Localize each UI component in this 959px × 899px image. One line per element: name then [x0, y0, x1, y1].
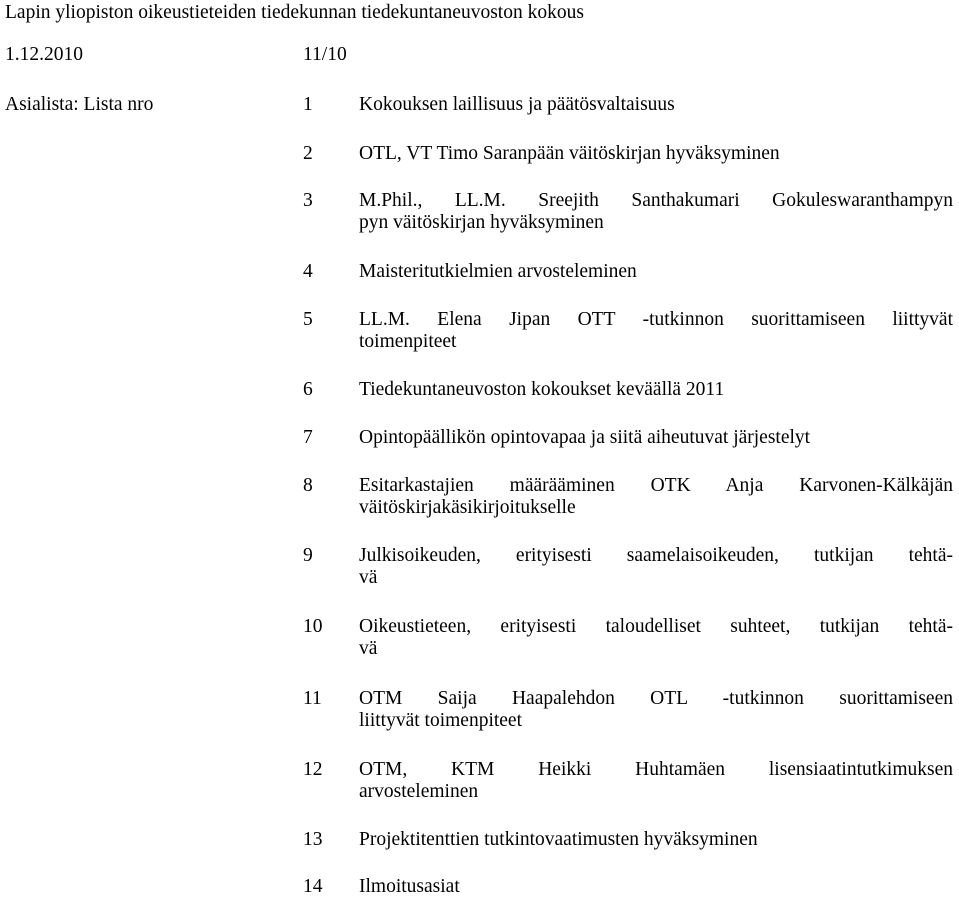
item-number: 9 [303, 545, 313, 566]
item-text [359, 261, 953, 283]
item-text [359, 143, 953, 165]
item-line: Tiedekuntaneuvoston kokoukset keväällä 2011 [359, 379, 725, 400]
item-line: Kokouksen laillisuus ja päätösvaltaisuus [359, 94, 675, 115]
item-line: Oikeustieteen, erityisesti taloudelliset suhteet, tutkijan tehtä- [359, 616, 953, 637]
item-line: Esitarkastajien määrääminen OTK Anja Karvonen-Kälkäjän [359, 475, 953, 496]
item-line: arvosteleminen [359, 781, 479, 802]
item-line: toimenpiteet [359, 331, 457, 352]
item-line: OTL, VT Timo Saranpään väitöskirjan hyväksyminen [359, 143, 780, 164]
item-line: Opintopäällikön opintovapaa ja siitä aiheutuvat järjestelyt [359, 427, 811, 448]
item-text [359, 94, 953, 116]
item-line: OTM, KTM Heikki Huhtamäen lisensiaatintutkimuksen [359, 759, 953, 780]
item-text [359, 427, 953, 449]
item-text [359, 688, 953, 732]
item-number: 4 [303, 261, 313, 282]
item-text [359, 545, 953, 589]
item-number: 2 [303, 143, 313, 164]
document-title: Lapin yliopiston oikeustieteiden tiedekunnan tiedekuntaneuvoston kokous [5, 2, 584, 23]
item-text [359, 876, 953, 898]
item-line: Projektitenttien tutkintovaatimusten hyväksyminen [359, 829, 758, 850]
item-line: Julkisoikeuden, erityisesti saamelaisoikeuden, tutkijan tehtä- [359, 545, 953, 566]
item-line: Maisteritutkielmien arvosteleminen [359, 261, 637, 282]
item-line: Ilmoitusasiat [359, 876, 460, 897]
item-text [359, 829, 953, 851]
item-number: 6 [303, 379, 313, 400]
item-number: 14 [303, 876, 323, 897]
item-line: LL.M. Elena Jipan OTT -tutkinnon suorittamiseen liittyvät [359, 309, 953, 330]
item-text [359, 309, 953, 353]
item-text [359, 190, 953, 234]
item-number: 10 [303, 616, 323, 637]
item-text [359, 379, 953, 401]
item-number: 3 [303, 190, 313, 211]
item-number: 13 [303, 829, 323, 850]
item-number: 8 [303, 475, 313, 496]
item-line: vä [359, 638, 378, 659]
meeting-date: 1.12.2010 [5, 44, 83, 65]
item-line: OTM Saija Haapalehdon OTL -tutkinnon suorittamiseen [359, 688, 953, 709]
item-text [359, 759, 953, 803]
item-line: M.Phil., LL.M. Sreejith Santhakumari Gokuleswaranthampyn [359, 190, 953, 211]
item-number: 1 [303, 94, 313, 115]
item-number: 11 [303, 688, 322, 709]
document-number: 11/10 [303, 44, 347, 65]
agenda-label: Asialista: Lista nro [5, 94, 154, 115]
item-text [359, 475, 953, 519]
item-line: liittyvät toimenpiteet [359, 710, 523, 731]
item-line: vä [359, 567, 378, 588]
item-line: pyn väitöskirjan hyväksyminen [359, 212, 604, 233]
item-number: 12 [303, 759, 323, 780]
item-line: väitöskirjakäsikirjoitukselle [359, 497, 576, 518]
item-text [359, 616, 953, 660]
item-number: 7 [303, 427, 313, 448]
item-number: 5 [303, 309, 313, 330]
